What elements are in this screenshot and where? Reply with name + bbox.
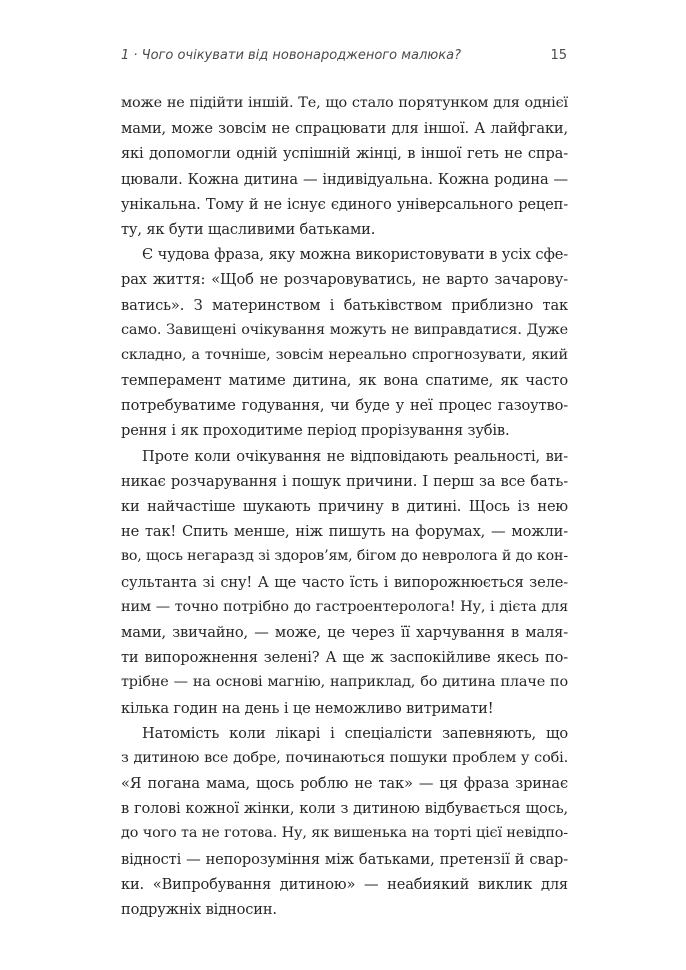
text-line: ки. «Випробування дитиною» — неабиякий виклик для bbox=[121, 875, 568, 893]
text-line: потребуватиме годування, чи буде у неї процес газоутво- bbox=[121, 397, 568, 415]
text-line: може не підійти іншій. Те, що стало порятунком для однієї bbox=[121, 95, 568, 111]
text-line: з дитиною все добре, починаються пошуки проблем у собі. bbox=[121, 749, 568, 766]
text-line: трібне — на основі магнію, наприклад, бо дитина плаче по bbox=[121, 674, 568, 691]
text-line: рення і як проходитиме період прорізування зубів. bbox=[121, 422, 510, 440]
text-line: складно, а точніше, зовсім нереально спрогнозувати, який bbox=[121, 346, 568, 363]
text-line: рах життя: «Щоб не розчаровуватись, не варто зачарову- bbox=[121, 271, 568, 289]
text-line: відності — непорозуміння між батьками, претензії й свар- bbox=[121, 850, 568, 868]
paragraph bbox=[121, 242, 568, 444]
text-line: ватись». З материнством і батьківством приблизно так bbox=[121, 296, 568, 314]
paragraph bbox=[121, 91, 568, 242]
text-line: мами, може зовсім не спрацювати для іншої. А лайфгаки, bbox=[121, 120, 568, 138]
text-line: ту, як бути щасливими батьками. bbox=[121, 220, 376, 238]
text-line: кілька годин на день і це неможливо витримати! bbox=[121, 699, 494, 717]
text-line: ним — точно потрібно до гастроентеролога! Ну, і дієта для bbox=[121, 598, 568, 615]
text-line: в голові кожної жінки, коли з дитиною відбувається щось, bbox=[121, 800, 568, 818]
page-number: 15 bbox=[550, 48, 567, 63]
paragraph bbox=[121, 721, 568, 923]
text-line: никає розчарування і пошук причини. І перш за все бать- bbox=[121, 472, 568, 490]
text-line: ти випорожнення зелені? А ще ж заспокійливе якесь по- bbox=[121, 649, 568, 667]
text-line: само. Завищені очікування можуть не виправдатися. Дуже bbox=[121, 321, 568, 338]
text-line: Є чудова фраза, яку можна використовувати в усіх сфе- bbox=[142, 246, 568, 264]
paragraph bbox=[121, 444, 568, 721]
text-line: які допомогли одній успішній жінці, в іншої геть не спра- bbox=[121, 145, 568, 163]
text-line: сультанта зі сну! А ще часто їсть і випорожнюється зеле- bbox=[121, 573, 568, 591]
text-line: во, щось негаразд зі здоров’ям, бігом до невролога й до кон- bbox=[121, 548, 568, 565]
text-line: ки найчастіше шукають причину в дитині. Щось із нею bbox=[121, 498, 568, 515]
body-text bbox=[121, 91, 568, 922]
text-line: унікальна. Тому й не існує єдиного універсального рецеп- bbox=[121, 195, 568, 213]
text-line: Натомість коли лікарі і спеціалісти запевняють, що bbox=[142, 724, 568, 742]
text-line: до чого та не готова. Ну, як вишенька на торті цієї невідпо- bbox=[121, 825, 568, 842]
chapter-title: 1 · Чого очікувати від новонародженого малюка? bbox=[121, 48, 461, 63]
text-line: Проте коли очікування не відповідають реальності, ви- bbox=[142, 447, 568, 465]
text-line: темперамент матиме дитина, як вона спатиме, як часто bbox=[121, 372, 568, 390]
running-header bbox=[121, 48, 567, 70]
text-line: подружніх відносин. bbox=[121, 901, 277, 918]
text-line: цювали. Кожна дитина — індивідуальна. Кожна родина — bbox=[121, 170, 568, 188]
text-line: «Я погана мама, щось роблю не так» — ця фраза зринає bbox=[121, 775, 568, 793]
text-line: мами, звичайно, — може, це через її харчування в маля- bbox=[121, 623, 568, 641]
text-line: не так! Спить менше, ніж пишуть на форумах, — можли- bbox=[121, 523, 568, 541]
